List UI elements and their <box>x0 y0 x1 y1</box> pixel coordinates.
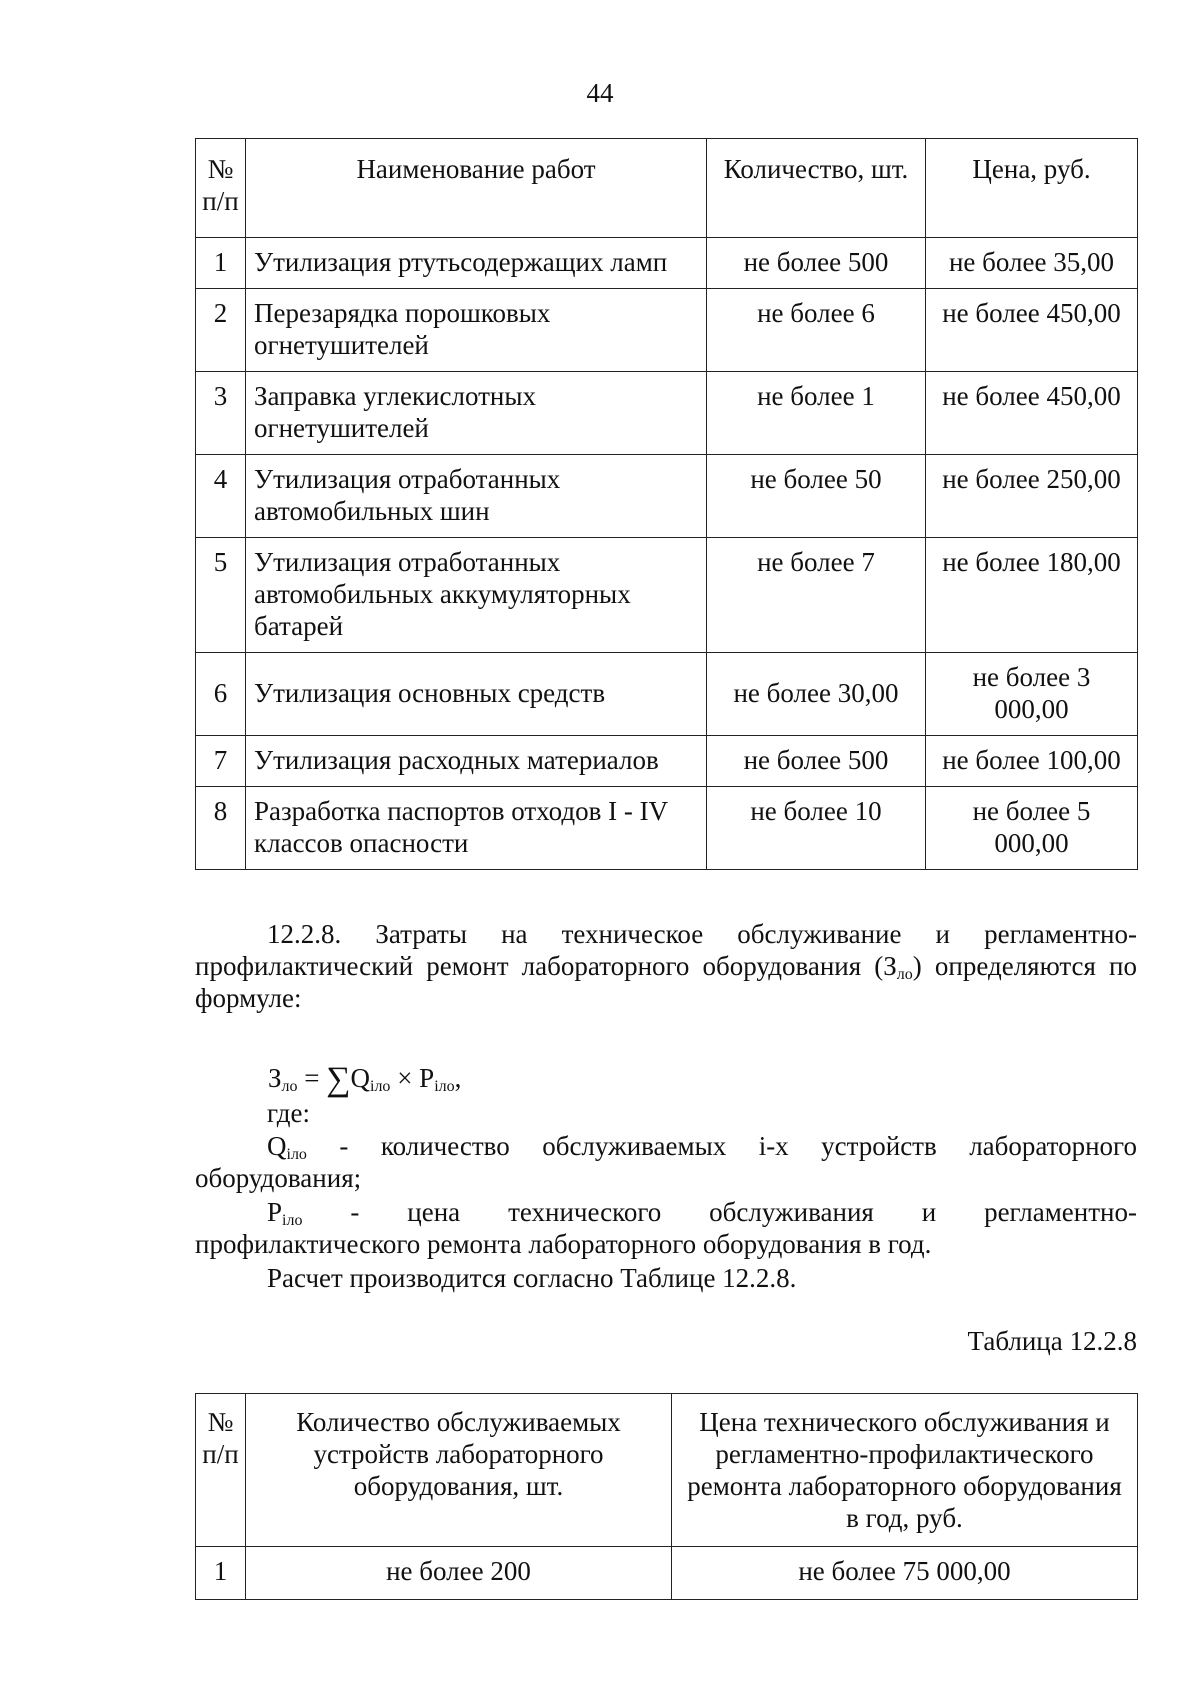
row-num: 6 <box>196 653 246 736</box>
row-name: Утилизация основных средств <box>246 653 707 736</box>
row-num: 4 <box>196 455 246 538</box>
formula-end: , <box>454 1063 462 1093</box>
paragraph-text-start: 12.2.8. Затраты на техническое обслуживание и регламентно-профилактический ремонт лабораторного оборудования (З <box>195 919 1137 981</box>
table-caption: Таблица 12.2.8 <box>967 1326 1137 1356</box>
row-price: не более 250,00 <box>926 455 1138 538</box>
calculation-note: Расчет производится согласно Таблице 12.2.8. <box>267 1263 797 1293</box>
row-qty: не более 200 <box>246 1547 672 1600</box>
header-name: Наименование работ <box>246 139 707 238</box>
row-price: не более 450,00 <box>926 372 1138 455</box>
row-num: 1 <box>196 238 246 289</box>
page-number: 44 <box>586 78 614 108</box>
formula-q-sub: iло <box>370 1078 391 1095</box>
formula-times: × <box>397 1063 413 1093</box>
table-row <box>196 1547 1138 1600</box>
row-qty: не более 500 <box>707 736 926 787</box>
def-continuation: оборудования; <box>195 1163 362 1193</box>
header-num: № п/п <box>196 139 246 238</box>
formula-lhs-sub: ло <box>281 1078 298 1095</box>
row-price: не более 3 000,00 <box>926 653 1138 736</box>
row-num: 3 <box>196 372 246 455</box>
table-header-row <box>196 139 1138 238</box>
def-word: количество <box>380 1131 510 1161</box>
row-qty: не более 30,00 <box>707 653 926 736</box>
formula-p: P <box>419 1063 435 1093</box>
row-name: Утилизация отработанных автомобильных шин <box>246 455 707 538</box>
table-row <box>196 238 1138 289</box>
row-qty: не более 1 <box>707 372 926 455</box>
where-label: где: <box>267 1098 310 1128</box>
def-word: лабораторного <box>969 1131 1137 1161</box>
row-name: Перезарядка порошковых огнетушителей <box>246 289 707 372</box>
def-word: технического <box>508 1197 662 1227</box>
row-price: не более 180,00 <box>926 538 1138 653</box>
subscript: ло <box>896 966 913 983</box>
definition-q <box>195 1130 1137 1194</box>
row-qty: не более 6 <box>707 289 926 372</box>
row-name: Утилизация расходных материалов <box>246 736 707 787</box>
formula-q: Q <box>350 1063 370 1093</box>
row-num: 2 <box>196 289 246 372</box>
formula-equals: = <box>304 1063 320 1093</box>
def-word: регламентно- <box>984 1197 1137 1227</box>
row-qty: не более 7 <box>707 538 926 653</box>
row-num: 7 <box>196 736 246 787</box>
table-row <box>196 653 1138 736</box>
def-word: - <box>350 1197 360 1227</box>
header-qty: Количество обслуживаемых устройств лабораторного оборудования, шт. <box>246 1394 672 1547</box>
def-word: обслуживания <box>709 1197 874 1227</box>
header-qty: Количество, шт. <box>707 139 926 238</box>
cost-formula <box>268 1062 461 1096</box>
works-table <box>195 138 1138 870</box>
row-price: не более 100,00 <box>926 736 1138 787</box>
table-row <box>196 289 1138 372</box>
lab-equipment-table <box>195 1393 1138 1600</box>
table-row <box>196 787 1138 870</box>
table-header-row <box>196 1394 1138 1547</box>
row-price: не более 35,00 <box>926 238 1138 289</box>
header-num: № п/п <box>196 1394 246 1547</box>
row-num: 8 <box>196 787 246 870</box>
table-row <box>196 372 1138 455</box>
def-word: обслуживаемых <box>542 1131 727 1161</box>
formula-lhs: З <box>268 1063 282 1093</box>
table-row <box>196 736 1138 787</box>
sum-icon: ∑ <box>326 1061 351 1098</box>
row-qty: не более 50 <box>707 455 926 538</box>
row-price: не более 5 000,00 <box>926 787 1138 870</box>
def-word: цена <box>407 1197 461 1227</box>
def-continuation: профилактического ремонта лабораторного оборудования в год. <box>195 1229 932 1259</box>
def-word: и <box>921 1197 937 1227</box>
row-num: 5 <box>196 538 246 653</box>
row-name: Разработка паспортов отходов I - IV классов опасности <box>246 787 707 870</box>
def-symbol: $Q_{iло}$ <box>267 1131 307 1163</box>
definition-p <box>195 1196 1137 1260</box>
section-paragraph <box>195 918 1137 1014</box>
row-price: не более 450,00 <box>926 289 1138 372</box>
row-name: Утилизация ртутьсодержащих ламп <box>246 238 707 289</box>
table-row <box>196 455 1138 538</box>
paragraph-text-end: ) определяются по формуле: <box>195 951 1137 1013</box>
row-name: Утилизация отработанных автомобильных аккумуляторных батарей <box>246 538 707 653</box>
row-num: 1 <box>196 1547 246 1600</box>
row-qty: не более 10 <box>707 787 926 870</box>
formula-p-sub: iло <box>434 1078 455 1095</box>
def-symbol: $P_{iло}$ <box>267 1197 303 1229</box>
header-price: Цена технического обслуживания и регламентно-профилактического ремонта лабораторного оборудования в год, руб. <box>672 1394 1138 1547</box>
row-qty: не более 500 <box>707 238 926 289</box>
row-price: не более 75 000,00 <box>672 1547 1138 1600</box>
table-row <box>196 538 1138 653</box>
header-price: Цена, руб. <box>926 139 1138 238</box>
def-word: - <box>339 1131 349 1161</box>
def-word: i-х <box>758 1131 789 1161</box>
def-word: устройств <box>821 1131 937 1161</box>
row-name: Заправка углекислотных огнетушителей <box>246 372 707 455</box>
